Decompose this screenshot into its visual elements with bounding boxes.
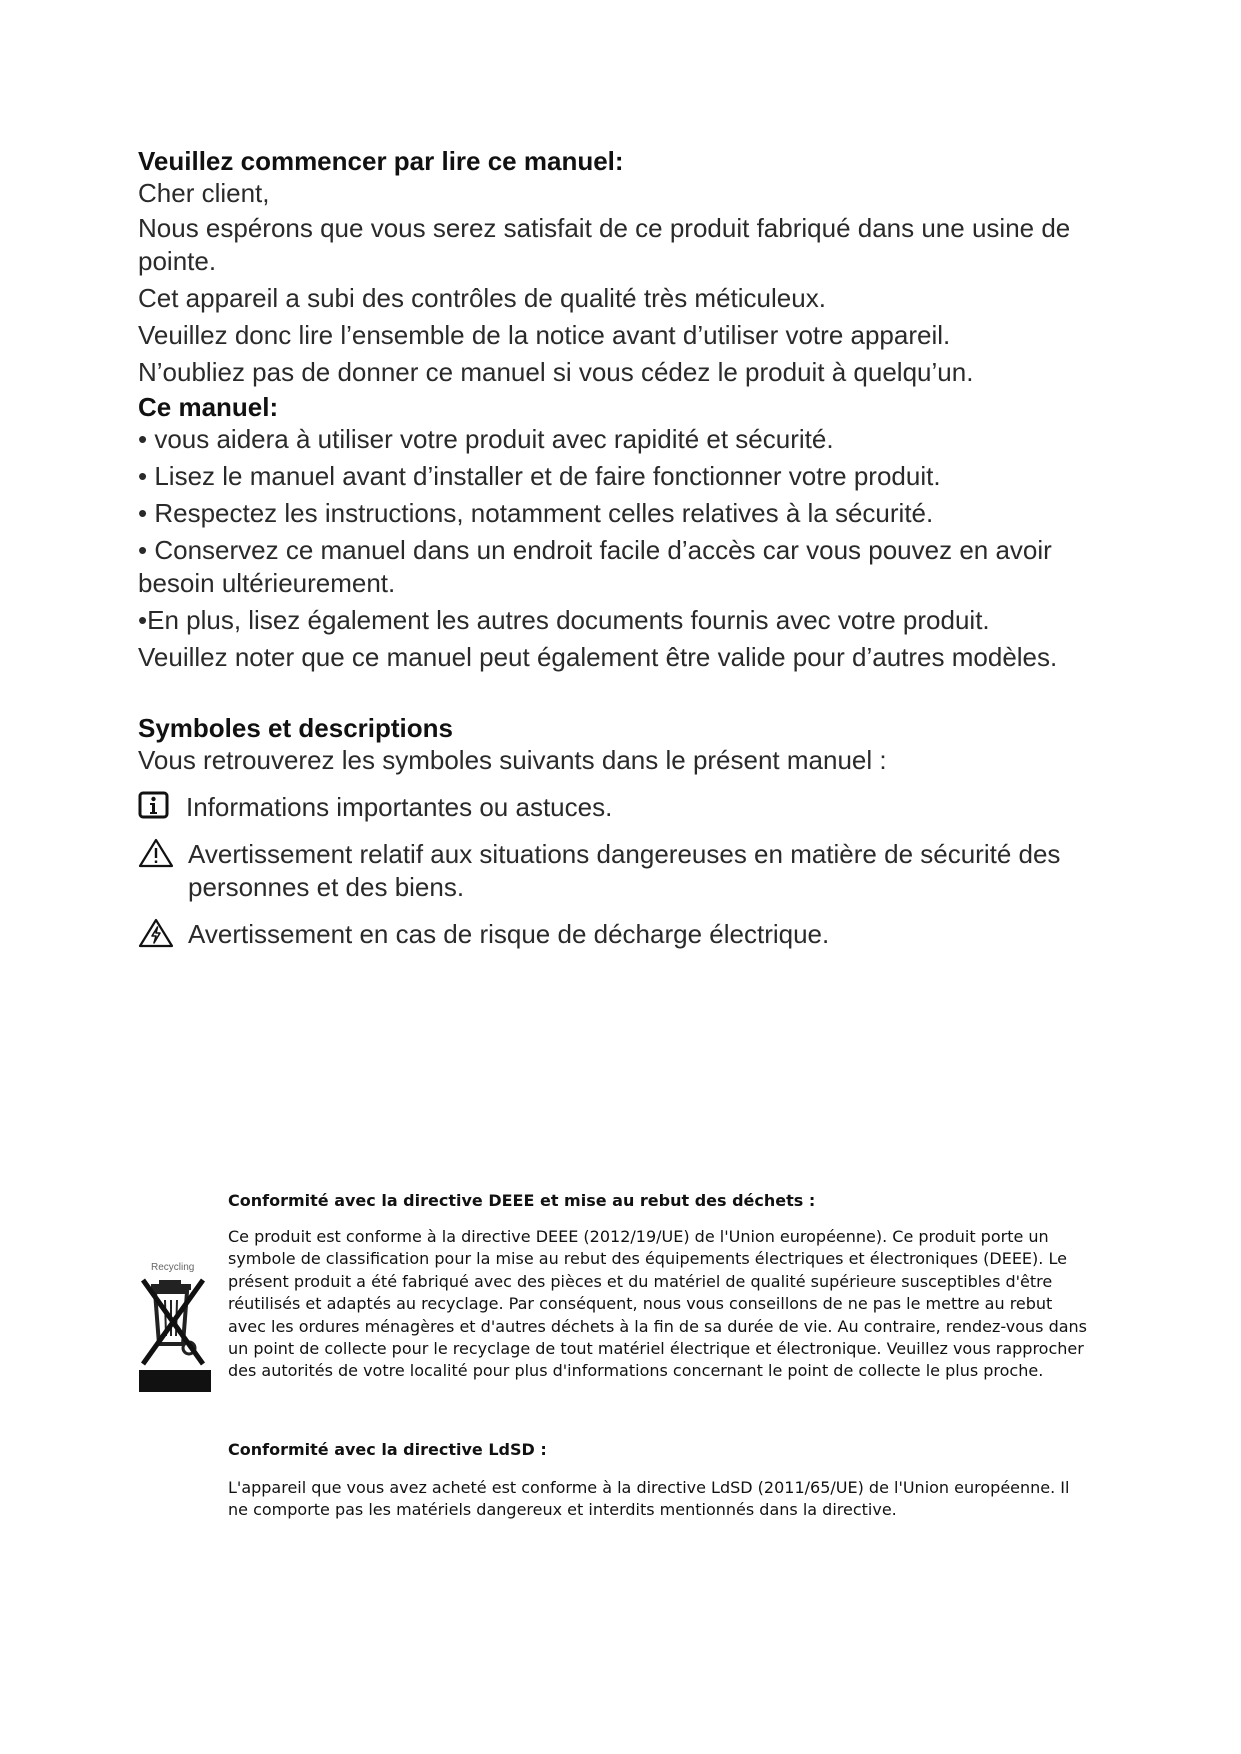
weee-bar bbox=[139, 1370, 211, 1392]
manual-item: • Lisez le manuel avant d’installer et de faire fonctionner votre produit. bbox=[138, 461, 941, 491]
symbol-text: Informations importantes ou astuces. bbox=[186, 792, 613, 822]
compliance-section bbox=[228, 1190, 1088, 1522]
ldsd-title: Conformité avec la directive LdSD : bbox=[228, 1439, 547, 1459]
intro-heading: Veuillez commencer par lire ce manuel: bbox=[138, 146, 624, 176]
symbol-text: Avertissement en cas de risque de décharge électrique. bbox=[188, 919, 830, 949]
weee-symbol bbox=[139, 1262, 211, 1392]
intro-paragraph: Nous espérons que vous serez satisfait de ce produit fabriqué dans une usine de pointe. bbox=[138, 213, 1071, 276]
symbol-row-electric bbox=[138, 918, 1118, 951]
symbols-intro: Vous retrouverez les symboles suivants dans le présent manuel : bbox=[138, 745, 887, 775]
warning-icon bbox=[138, 838, 174, 872]
intro-paragraph: Cet appareil a subi des contrôles de qualité très méticuleux. bbox=[138, 283, 826, 313]
manual-item: •En plus, lisez également les autres documents fournis avec votre produit. bbox=[138, 605, 990, 635]
crossed-bin-icon bbox=[139, 1274, 211, 1370]
recycle-label: Recycling bbox=[151, 1262, 195, 1273]
manual-heading: Ce manuel: bbox=[138, 392, 279, 422]
info-icon bbox=[138, 791, 174, 825]
symbol-row-warning bbox=[138, 838, 1118, 904]
symbols-heading: Symboles et descriptions bbox=[138, 713, 453, 743]
manual-item: • Respectez les instructions, notamment celles relatives à la sécurité. bbox=[138, 498, 934, 528]
symbol-text: Avertissement relatif aux situations dangereuses en matière de sécurité des personnes et des biens. bbox=[188, 839, 1061, 902]
weee-title: Conformité avec la directive DEEE et mise au rebut des déchets : bbox=[228, 1191, 816, 1210]
main-content bbox=[138, 145, 1118, 965]
manual-item: • Conservez ce manuel dans un endroit facile d’accès car vous pouvez en avoir besoin ultérieurement. bbox=[138, 535, 1052, 598]
ldsd-body: L'appareil que vous avez acheté est conforme à la directive LdSD (2011/65/UE) de l'Union européenne. Il ne comporte pas les matériels dangereux et interdits mentionnés dans la directive. bbox=[228, 1477, 1070, 1520]
manual-item: Veuillez noter que ce manuel peut également être valide pour d’autres modèles. bbox=[138, 642, 1058, 672]
weee-body: Ce produit est conforme à la directive DEEE (2012/19/UE) de l'Union européenne). Ce produit porte un symbole de classification pour la mise au rebut des équipements électriques et électroniques (DEEE). Le présent produit a été fabriqué avec des pièces et du matériel de qualité supérieure susceptibles d'être réutilisés et adaptés au recyclage. Par conséquent, nous vous conseillons de ne pas le mettre au rebut avec les ordures ménagères et d'autres déchets à la fin de sa durée de vie. Au contraire, rendez-vous dans un point de collecte pour le recyclage de tout matériel électrique et électronique. Veuillez vous rapprocher des autorités de votre localité pour plus d'informations concernant le point de collecte le plus proche. bbox=[228, 1227, 1088, 1381]
manual-item: • vous aidera à utiliser votre produit avec rapidité et sécurité. bbox=[138, 424, 834, 454]
electric-warning-icon bbox=[138, 918, 174, 952]
intro-paragraph: Veuillez donc lire l’ensemble de la notice avant d’utiliser votre appareil. bbox=[138, 320, 951, 350]
intro-paragraph: Cher client, bbox=[138, 178, 270, 208]
symbol-row-info bbox=[138, 791, 1118, 824]
intro-paragraph: N’oubliez pas de donner ce manuel si vous cédez le produit à quelqu’un. bbox=[138, 357, 974, 387]
